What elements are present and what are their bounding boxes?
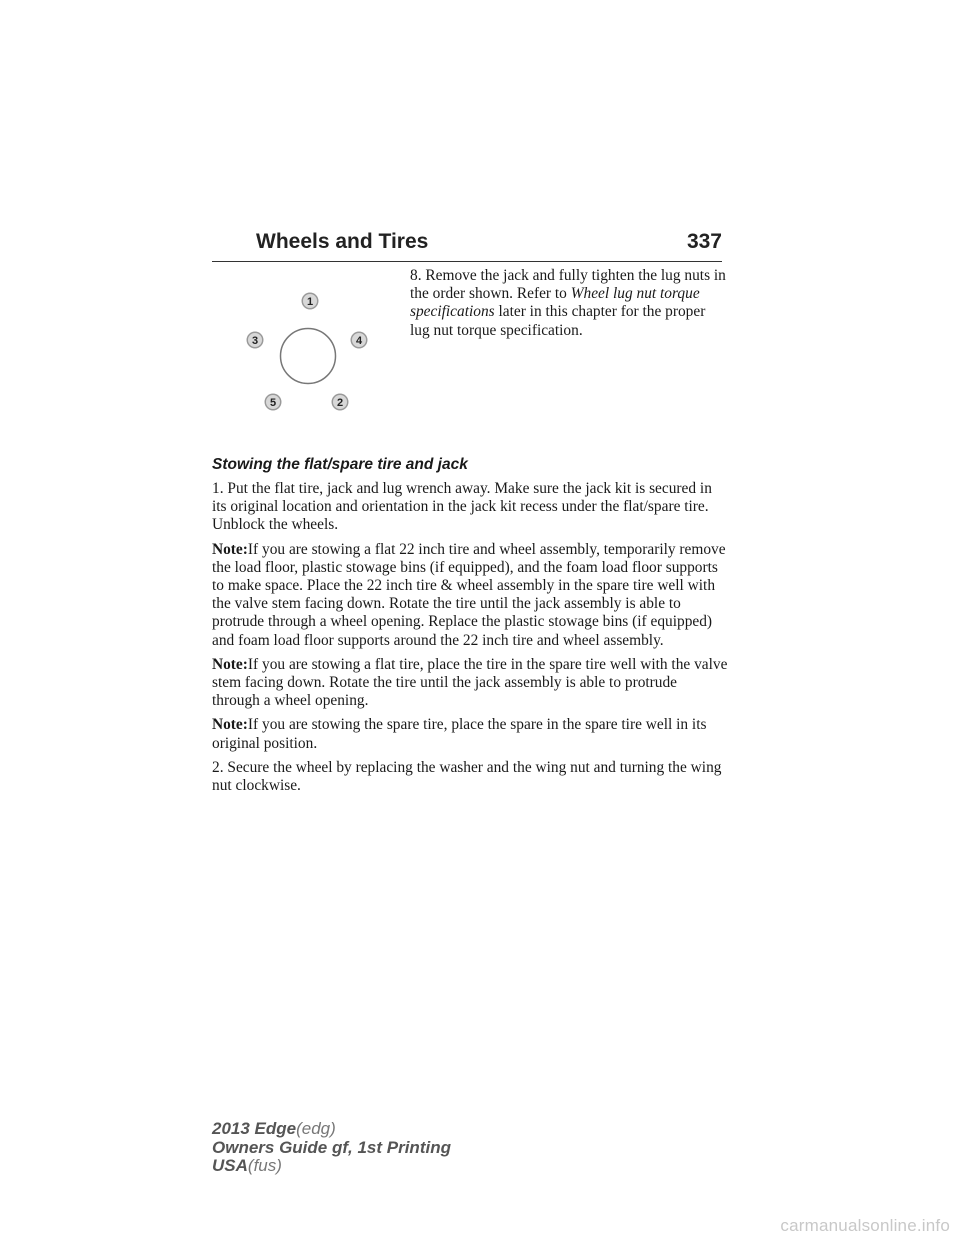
stowing-section bbox=[212, 456, 728, 801]
footer-model-code: (edg) bbox=[296, 1119, 336, 1138]
page-footer bbox=[212, 1120, 451, 1176]
lug-nut-3 bbox=[247, 332, 264, 349]
note-text: If you are stowing a flat 22 inch tire and wheel assembly, temporarily remove the load floor, plastic stowage bins (if equipped), and the foam load floor supports to make space. Place the 22 inch tire & wheel assembly in the spare tire well with the valve stem facing down. Rotate the tire until the jack assembly is able to protrude through a wheel opening. Replace the plastic stowage bins (if equipped) and foam load floor supports around the 22 inch tire and wheel assembly. bbox=[212, 540, 726, 649]
watermark-text: carmanualsonline.info bbox=[780, 1216, 950, 1235]
footer-market: USA bbox=[212, 1156, 248, 1175]
note-text: If you are stowing a flat tire, place the tire in the spare tire well with the valve stem facing down. Rotate the tire until the jack assembly is able to protrude through a wheel opening. bbox=[212, 655, 728, 710]
lug-label-3: 3 bbox=[251, 335, 259, 347]
page-number: 337 bbox=[686, 230, 722, 253]
lug-label-5: 5 bbox=[269, 397, 277, 409]
chapter-title: Wheels and Tires bbox=[256, 230, 429, 253]
lug-nut-1 bbox=[302, 293, 319, 310]
lug-nut-4 bbox=[351, 332, 368, 349]
section-heading: Stowing the flat/spare tire and jack bbox=[212, 456, 468, 473]
note-paragraph bbox=[212, 656, 728, 711]
wheel-hub-circle bbox=[281, 329, 336, 384]
footer-market-code: (fus) bbox=[247, 1156, 282, 1175]
lug-label-4: 4 bbox=[355, 335, 363, 347]
lug-nut-sequence-diagram bbox=[232, 280, 382, 430]
lug-label-1: 1 bbox=[306, 296, 314, 308]
note-paragraph bbox=[212, 716, 728, 752]
step-8-intro: 8. Remove the jack and fully tighten the lug nuts in the order shown. Refer to bbox=[410, 267, 726, 303]
torque-spec-reference: Wheel lug nut torque specifications bbox=[410, 285, 700, 321]
step-8-outro: later in this chapter for the proper lug nut torque specification. bbox=[410, 303, 706, 339]
header-rule bbox=[212, 261, 722, 262]
footer-model: 2013 Edge bbox=[212, 1119, 297, 1138]
note-label: Note: bbox=[212, 540, 248, 558]
note-label: Note: bbox=[212, 655, 248, 673]
note-label: Note: bbox=[212, 716, 248, 734]
note-paragraph bbox=[212, 541, 728, 650]
lug-nut-5 bbox=[265, 394, 282, 411]
step-8-text bbox=[410, 267, 726, 340]
page-header bbox=[212, 228, 722, 262]
step-1-text: 1. Put the flat tire, jack and lug wrench away. Make sure the jack kit is secured in its original location and orientation in the jack kit recess under the flat/spare tire. Unblock the wheels. bbox=[212, 480, 712, 534]
note-text: If you are stowing the spare tire, place the spare in the spare tire well in its original position. bbox=[212, 716, 707, 752]
step-2-text: 2. Secure the wheel by replacing the washer and the wing nut and turning the wing nut clockwise. bbox=[212, 758, 722, 795]
lug-nut-2 bbox=[332, 394, 349, 411]
lug-label-2: 2 bbox=[336, 397, 344, 409]
footer-guide: Owners Guide gf, 1st Printing bbox=[212, 1137, 451, 1157]
